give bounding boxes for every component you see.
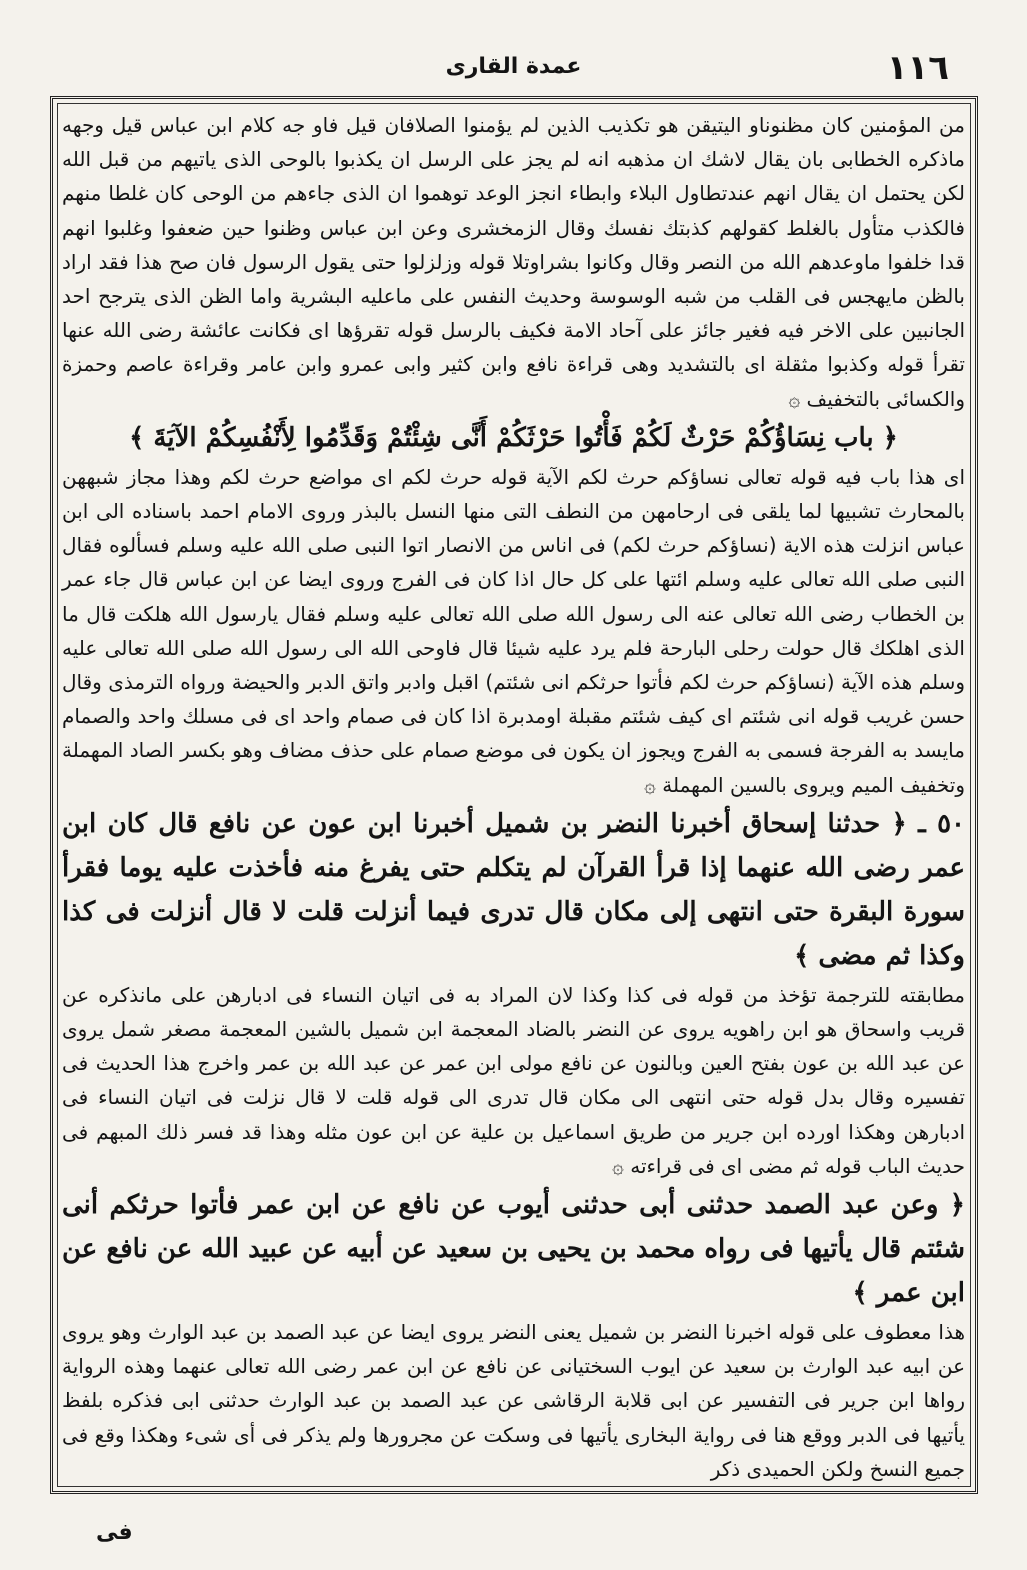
commentary-paragraph-4: هذا معطوف على قوله اخبرنا النضر بن شميل يعنى النضر يروى ايضا عن عبد الصمد بن عبد الوارث وهو يروى عن ابيه عبد الوارث بن سعيد عن ايوب السختيانى عن نافع عن ابن عمر رضى الله تعالى عنهما وهذه الرواية رواها ابن جرير فى التفسير عن ابى قلابة الرقاشى عن عبد الصمد بن عبد الوارث حدثنى ابى فذكره بلفظ يأتيها فى الدبر ووقع هنا فى رواية البخارى يأتيها فى وسكت عن مجرورها ولم يذكر فى أى شىء وهكذا وقع فى جميع النسخ ولكن الحميدى ذكر: [62, 1320, 965, 1481]
commentary-paragraph-3: مطابقته للترجمة تؤخذ من قوله فى كذا وكذا لان المراد به فى اتيان النساء فى ادبارهن على مانذكره عن قريب واسحاق هو ابن راهويه يروى عن النضر بالضاد المعجمة ابن شميل بالشين المعجمة مصغر شمل يروى عن عبد الله بن عون بفتح العين وبالنون عن نافع مولى ابن عمر عن عبد الله بن عمر واخرج هذا الحديث فى تفسيره وقال بدل قوله حتى انتهى الى مكان قال تدرى الى قوله قلت لا قال نزلت فى اتيان النساء فى ادبارهن وهكذا اورده ابن جرير من طريق اسماعيل بن علية عن ابن عون مثله وهذا قد فسر ذلك المبهم فى حديث الباب قوله ثم مضى اى فى قراءته ۞: [62, 982, 965, 1178]
page-header: [60, 48, 967, 92]
chapter-heading: ﴿ باب نِسَاؤُكُمْ حَرْثٌ لَكُمْ فَأْتُوا حَرْثَكُمْ أَنَّى شِئْتُمْ وَقَدِّمُوا لِأَنْفُسِكُمْ الآيَةَ ﴾: [129, 422, 898, 453]
catchword: فى: [96, 1520, 133, 1545]
commentary-paragraph-1: من المؤمنين كان مظنوناو اليتيقن هو تكذيب الذين لم يؤمنوا الصلافان قيل فاو جه كلام ابن عباس قيل وجهه ماذكره الخطابى بان يقال لاشك ان مذهبه انه لم يجز على الرسل ان يكذبوا بالوحى الذى ياتيهم من قبل الله لكن يحتمل ان يقال انهم عندتطاول البلاء وابطاء انجز الوعد توهموا ان الذى جاءهم من الوحى كان غلطا منهم فالكذب متأول بالغلط كقولهم كذبتك نفسك وقال الزمخشرى وعن ابن عباس وظنوا حين ضعفوا وغلبوا انهم قدا خلفوا ماوعدهم الله من النصر وقال وكانوا بشراوتلا قوله وزلزلوا حتى يقول الرسول فان صح هذا فقد اراد بالظن مايهجس فى القلب من شبه الوسوسة وحديث النفس على ماعليه البشرية واما الظن الذى يترجح احد الجانبين على الاخر فيه فغير جائز على آحاد الامة فكيف بالرسل قوله تقرؤها اى فكانت عائشة رضى الله عنها تقرأ قوله وكذبوا مثقلة اى بالتشديد وهى قراءة نافع وابن كثير وابى عمرو وابن عامر وقراءة عاصم وحمزة والكسائى بالتخفيف ۞: [62, 113, 965, 411]
hadith-text-narration: ﴿ وعن عبد الصمد حدثنى أبى حدثنى أيوب عن نافع عن ابن عمر فأتوا حرثكم أنى شئتم قال يأتيها فى رواه محمد بن يحيى بن سعيد عن أبيه عن عبيد الله عن نافع عن ابن عمر ﴾: [62, 1190, 966, 1309]
text-block: [62, 108, 965, 1486]
running-title: عمدة القاری: [445, 54, 582, 79]
hadith-text-50: ٥٠ ـ ﴿ حدثنا إسحاق أخبرنا النضر بن شميل أخبرنا ابن عون عن نافع قال كان ابن عمر رضى الله عنهما إذا قرأ القرآن لم يتكلم حتى يفرغ منه فأخذت عليه يوما فقرأ سورة البقرة حتى انتهى إلى مكان قال تدرى فيما أنزلت قلت لا قال أنزلت فى كذا وكذا ثم مضى ﴾: [62, 808, 965, 971]
page-number: ١١٦: [886, 48, 949, 88]
commentary-paragraph-2: اى هذا باب فيه قوله تعالى نساؤكم حرث لكم الآية قوله حرث لكم اى مواضع حرث لكم وهذا مجاز شبههن بالمحارث تشبيها لما يلقى فى ارحامهن من النطف التى منها النسل بالبذر وروى الامام احمد باسناده الى ابن عباس انزلت هذه الاية (نساؤكم حرث لكم) فى اناس من الانصار اتوا النبى صلى الله عليه وسلم فسألوه فقال النبى صلى الله تعالى عليه وسلم ائتها على كل حال اذا كان فى الفرج وروى ايضا عن ابن عباس قال جاء عمر بن الخطاب رضى الله تعالى عنه الى رسول الله صلى الله تعالى عليه وسلم فقال يارسول الله هلكت قال ما الذى اهلكك قال حولت رحلى البارحة فلم يرد عليه شيئا قال فاوحى الله الى رسول الله صلى الله تعالى عليه وسلم هذه الآية (نساؤكم حرث لكم فأتوا حرثكم انى شئتم) اقبل وادبر واتق الدبر والحيضة ورواه الترمذى وقال حسن غريب قوله انى شئتم اى كيف شئتم مقبلة اومدبرة اذا كان فى صمام واحد اى فى مسلك واحد والصمام مايسد به الفرجة فسمى به الفرج ويجوز ان يكون فى موضع صمام على حذف مضاف وهو بكسر الصاد المهملة وتخفيف الميم ويروى بالسين المهملة ۞: [62, 464, 965, 797]
